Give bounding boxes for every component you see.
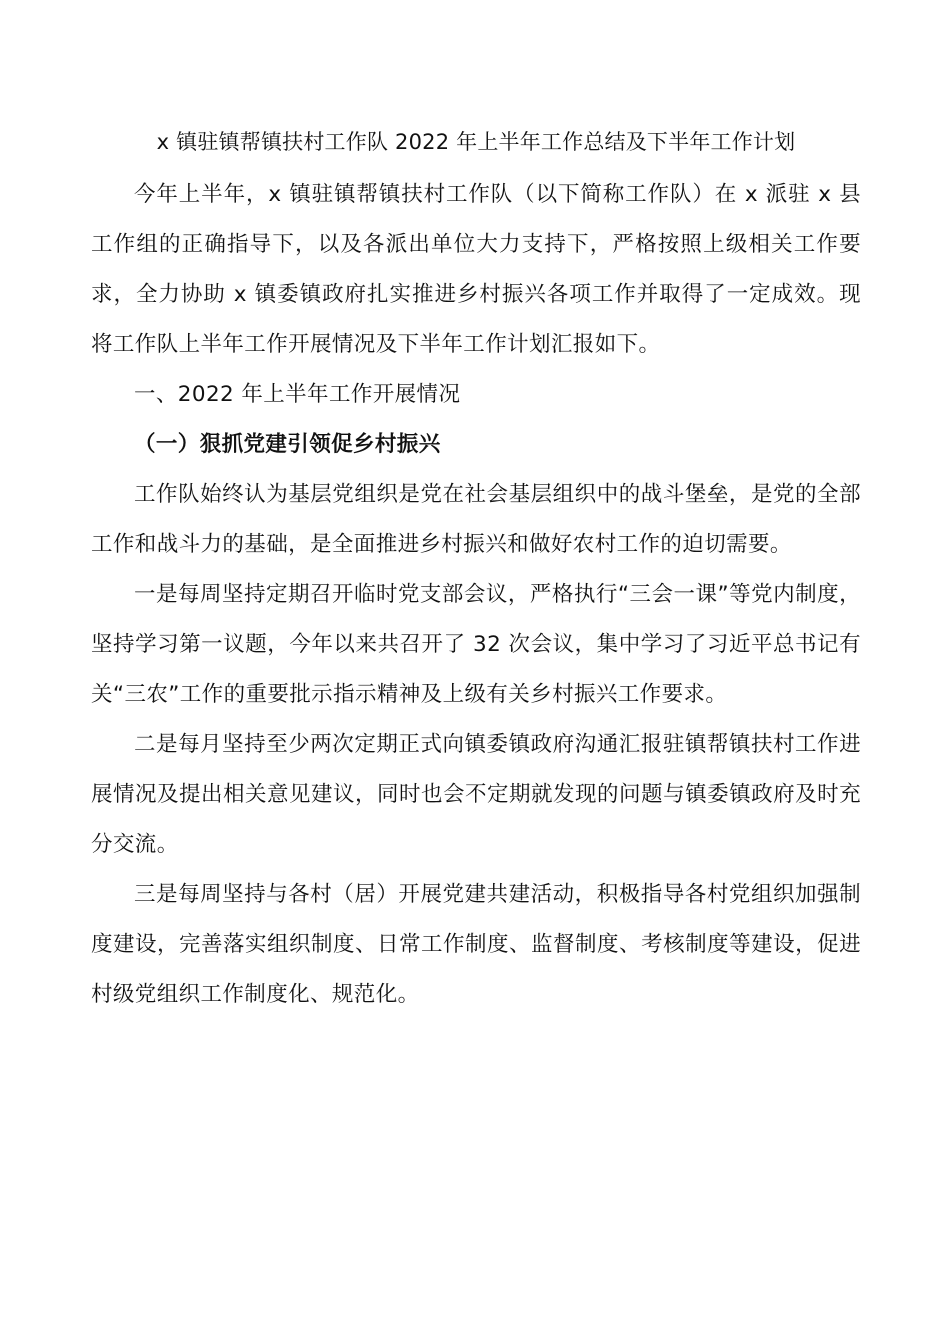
body-paragraph: 一是每周坚持定期召开临时党支部会议，严格执行“三会一课”等党内制度，坚持学习第一议题，今年以来共召开了 32 次会议，集中学习了习近平总书记有关“三农”工作的重要批示指示精神及上级有关乡村振兴工作要求。 [91, 582, 861, 707]
subsection-heading: （一）狠抓党建引领促乡村振兴 [134, 432, 441, 457]
document-body [91, 120, 861, 1020]
intro-paragraph: 今年上半年，x 镇驻镇帮镇扶村工作队（以下简称工作队）在 x 派驻 x 县工作组的正确指导下，以及各派出单位大力支持下，严格按照上级相关工作要求，全力协助 x 镇委镇政府扎实推进乡村振兴各项工作并取得了一定成效。现将工作队上半年工作开展情况及下半年工作计划汇报如下。 [91, 182, 861, 357]
body-paragraph: 工作队始终认为基层党组织是党在社会基层组织中的战斗堡垒，是党的全部工作和战斗力的基础，是全面推进乡村振兴和做好农村工作的迫切需要。 [91, 482, 861, 557]
document-title: x 镇驻镇帮镇扶村工作队 2022 年上半年工作总结及下半年工作计划 [156, 130, 796, 154]
body-paragraph: 二是每月坚持至少两次定期正式向镇委镇政府沟通汇报驻镇帮镇扶村工作进展情况及提出相关意见建议，同时也会不定期就发现的问题与镇委镇政府及时充分交流。 [91, 732, 861, 857]
body-paragraph: 三是每周坚持与各村（居）开展党建共建活动，积极指导各村党组织加强制度建设，完善落实组织制度、日常工作制度、监督制度、考核制度等建设，促进村级党组织工作制度化、规范化。 [91, 882, 861, 1007]
section-heading: 一、2022 年上半年工作开展情况 [134, 382, 461, 407]
